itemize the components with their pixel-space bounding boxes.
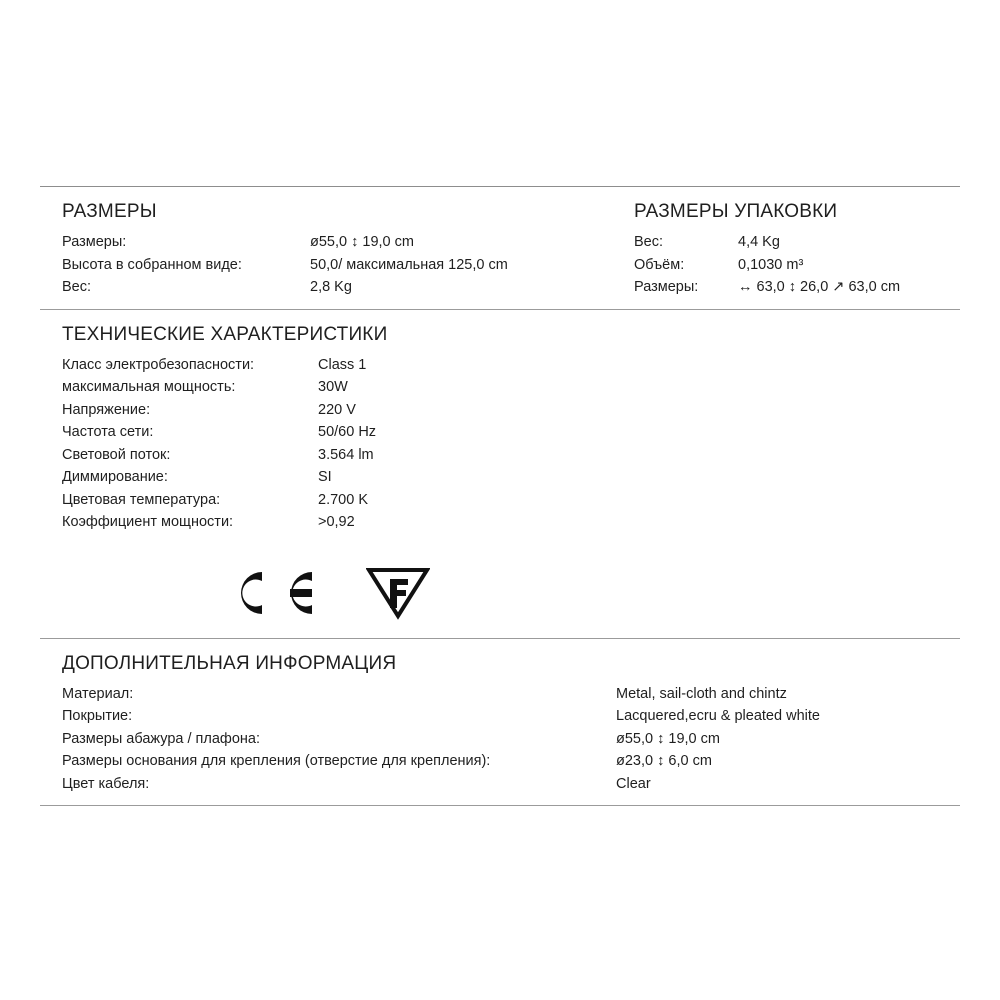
row-value: 2,8 Kg [310, 279, 352, 295]
row-label: Высота в собранном виде: [62, 256, 242, 273]
table-row [62, 728, 960, 751]
row-value: ø55,0 ↕ 19,0 cm [616, 730, 720, 747]
row-value: ↔ 63,0 ↕ 26,0 ↗ 63,0 cm [738, 279, 901, 295]
row-value: 50,0/ максимальная 125,0 cm [310, 256, 508, 273]
row-value: ø23,0 ↕ 6,0 cm [616, 753, 712, 769]
row-label: Размеры основания для крепления (отверстие для крепления): [62, 753, 491, 769]
row-label: Класс электробезопасности: [62, 356, 255, 373]
row-value: 4,4 Kg [738, 234, 780, 250]
row-label: Цвет кабеля: [62, 775, 150, 792]
row-label: Размеры абажура / плафона: [62, 730, 261, 747]
table-row [62, 511, 960, 534]
table-row [634, 231, 960, 254]
divider-bottom [40, 805, 960, 806]
row-value: SI [318, 469, 332, 485]
row-label: Частота сети: [62, 424, 154, 440]
additional-title: ДОПОЛНИТЕЛЬНАЯ ИНФОРМАЦИЯ [62, 652, 397, 674]
table-row [62, 354, 960, 377]
row-label: Материал: [62, 685, 134, 702]
row-label: Световой поток: [62, 446, 171, 463]
row-value: Metal, sail-cloth and chintz [616, 685, 787, 702]
row-label: Объём: [634, 256, 685, 273]
table-row [62, 276, 618, 299]
certification-marks [40, 544, 960, 638]
row-value: Lacquered,ecru & pleated white [616, 708, 820, 724]
row-value: Class 1 [318, 356, 367, 373]
table-row [62, 705, 960, 728]
row-label: Размеры: [62, 234, 127, 250]
row-label: Коэффициент мощности: [62, 514, 234, 530]
row-value: >0,92 [318, 514, 355, 530]
table-row [634, 276, 960, 299]
row-value: 50/60 Hz [318, 424, 377, 440]
table-row [62, 773, 960, 796]
row-value: Clear [616, 775, 651, 792]
row-label: Диммирование: [62, 469, 168, 485]
row-label: Вес: [62, 279, 92, 295]
row-value: 220 V [318, 401, 356, 418]
packaging-rows [618, 231, 960, 309]
technical-rows [40, 354, 960, 544]
spec-sheet [40, 186, 960, 806]
row-value: 0,1030 m³ [738, 256, 804, 273]
f-mark-icon [366, 566, 430, 620]
additional-section [40, 639, 960, 806]
table-row [62, 750, 960, 773]
dimensions-title: РАЗМЕРЫ [62, 201, 157, 222]
table-row [634, 254, 960, 277]
table-row [62, 254, 618, 277]
row-label: Размеры: [634, 279, 699, 295]
table-row [62, 489, 960, 512]
row-label: Покрытие: [62, 708, 133, 724]
table-row [62, 376, 960, 399]
row-label: Напряжение: [62, 401, 151, 418]
row-value: 3.564 lm [318, 446, 374, 463]
additional-rows [40, 683, 960, 806]
table-row [62, 421, 960, 444]
row-label: максимальная мощность: [62, 379, 236, 395]
table-row [62, 444, 960, 467]
packaging-title: РАЗМЕРЫ УПАКОВКИ [634, 201, 838, 222]
table-row [62, 231, 618, 254]
row-label: Цветовая температура: [62, 491, 221, 508]
dimensions-rows [40, 231, 618, 309]
row-value: 30W [318, 379, 348, 395]
table-row [62, 399, 960, 422]
ce-mark-icon [226, 567, 322, 619]
table-row [62, 466, 960, 489]
row-value: 2.700 K [318, 491, 368, 508]
row-label: Вес: [634, 234, 664, 250]
dimensions-section [40, 187, 618, 309]
packaging-section [618, 187, 960, 309]
row-value: ø55,0 ↕ 19,0 cm [310, 234, 414, 250]
technical-title: ТЕХНИЧЕСКИЕ ХАРАКТЕРИСТИКИ [62, 323, 388, 345]
table-row [62, 683, 960, 706]
dimensions-band [40, 187, 960, 309]
technical-section [40, 310, 960, 638]
